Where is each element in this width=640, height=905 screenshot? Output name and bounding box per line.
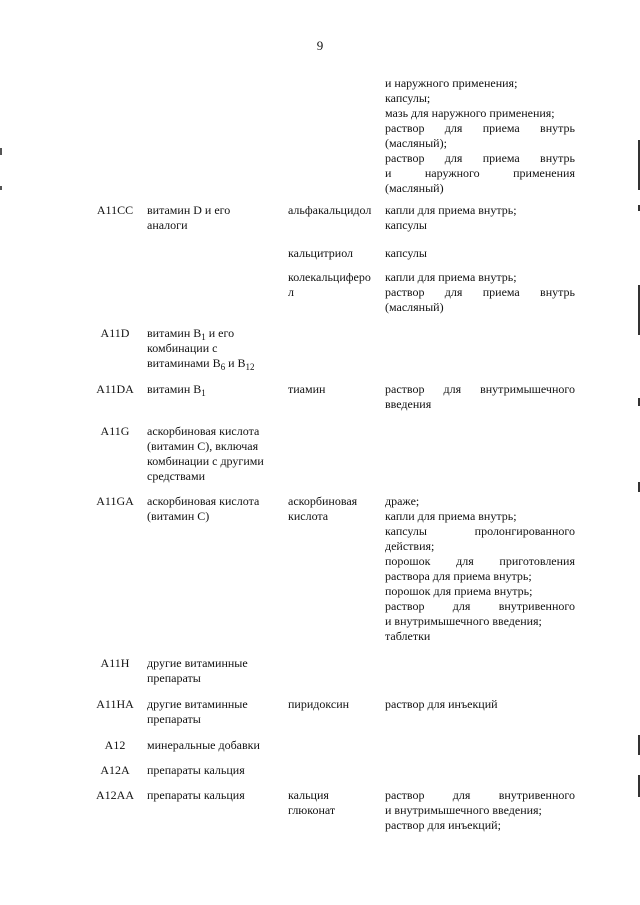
atc-code: A12AA bbox=[96, 788, 134, 802]
atc-code: A12A bbox=[100, 763, 130, 777]
dosage-forms bbox=[385, 270, 575, 315]
atc-code: A11G bbox=[100, 424, 130, 438]
dosage-form-line: мазь для наружного применения; bbox=[385, 106, 555, 120]
pharmacological-group: препараты кальция bbox=[147, 763, 245, 777]
atc-code: A11DA bbox=[96, 382, 134, 396]
dosage-form-line: капсулы bbox=[385, 246, 427, 260]
dosage-forms bbox=[385, 788, 575, 833]
dosage-forms bbox=[385, 203, 575, 233]
dosage-form-line: раствора для приема внутрь; bbox=[385, 569, 532, 583]
atc-code: A11D bbox=[100, 326, 130, 340]
pharmacological-group: витамин D и его аналоги bbox=[147, 203, 231, 232]
dosage-forms bbox=[385, 494, 575, 644]
dosage-form-line: раствор для инъекций; bbox=[385, 818, 501, 832]
dosage-form-line: действия; bbox=[385, 539, 435, 553]
scan-edge-mark bbox=[0, 186, 2, 190]
inn-name: кальцитриол bbox=[288, 246, 354, 260]
dosage-form-line: и наружного применения bbox=[385, 166, 575, 180]
dosage-form-line: и внутримышечного введения; bbox=[385, 614, 542, 628]
pharmacological-group: препараты кальция bbox=[147, 788, 245, 802]
atc-code: A11H bbox=[100, 656, 130, 670]
dosage-form-line: драже; bbox=[385, 494, 420, 508]
pharmacological-group: минеральные добавки bbox=[147, 738, 260, 752]
dosage-form-line: раствор для приема внутрь bbox=[385, 151, 575, 165]
continuation-forms bbox=[385, 76, 575, 196]
dosage-form-line: и наружного применения; bbox=[385, 76, 518, 90]
inn-name: тиамин bbox=[288, 382, 326, 396]
dosage-form-line: (масляный) bbox=[385, 300, 444, 314]
dosage-form-line: и внутримышечного введения; bbox=[385, 803, 542, 817]
dosage-form-line: (масляный); bbox=[385, 136, 447, 150]
inn-name: аскорбиновая кислота bbox=[288, 494, 358, 523]
dosage-form-line: раствор для приема внутрь bbox=[385, 285, 575, 299]
dosage-form-line: раствор для внутримышечного bbox=[385, 382, 575, 396]
dosage-form-line: раствор для внутривенного bbox=[385, 788, 575, 802]
inn-name: альфакальцидол bbox=[288, 203, 372, 217]
dosage-form-line: раствор для инъекций bbox=[385, 697, 498, 711]
dosage-form-line: порошок для приема внутрь; bbox=[385, 584, 533, 598]
pharmacological-group: аскорбиновая кислота (витамин С) bbox=[147, 494, 260, 523]
dosage-forms bbox=[385, 246, 575, 261]
scan-edge-mark bbox=[0, 148, 2, 155]
dosage-form-line: раствор для приема внутрь bbox=[385, 121, 575, 135]
pharmacological-group: другие витаминные препараты bbox=[147, 656, 248, 685]
dosage-forms bbox=[385, 697, 575, 712]
atc-code: A11CC bbox=[96, 203, 134, 217]
dosage-form-line: порошок для приготовления bbox=[385, 554, 575, 568]
pharmacological-group: витамин $B_1$ и его комбинации с витаминами $B_6$ и $B_{12}$ bbox=[147, 326, 255, 372]
atc-code: A11GA bbox=[96, 494, 134, 508]
inn-name: колекальциферо л bbox=[288, 270, 371, 299]
pharmacological-group: другие витаминные препараты bbox=[147, 697, 248, 726]
dosage-form-line: капли для приема внутрь; bbox=[385, 509, 517, 523]
dosage-form-line: капли для приема внутрь; bbox=[385, 270, 517, 284]
dosage-form-line: капсулы; bbox=[385, 91, 431, 105]
dosage-form-line: капсулы пролонгированного bbox=[385, 524, 575, 538]
pharmacological-group: аскорбиновая кислота (витамин С), включая комбинации с другими средствами bbox=[147, 424, 264, 483]
atc-code: A12 bbox=[104, 738, 126, 752]
dosage-form-line: раствор для внутривенного bbox=[385, 599, 575, 613]
atc-code: A11HA bbox=[96, 697, 134, 711]
inn-name: пиридоксин bbox=[288, 697, 350, 711]
dosage-forms bbox=[385, 382, 575, 412]
page-number: 9 bbox=[316, 38, 324, 53]
dosage-form-line: капсулы bbox=[385, 218, 427, 232]
dosage-form-line: (масляный) bbox=[385, 181, 444, 195]
dosage-form-line: капли для приема внутрь; bbox=[385, 203, 517, 217]
dosage-form-line: таблетки bbox=[385, 629, 431, 643]
inn-name: кальция глюконат bbox=[288, 788, 336, 817]
dosage-form-line: введения bbox=[385, 397, 432, 411]
pharmacological-group: витамин $B_1$ bbox=[147, 382, 206, 398]
